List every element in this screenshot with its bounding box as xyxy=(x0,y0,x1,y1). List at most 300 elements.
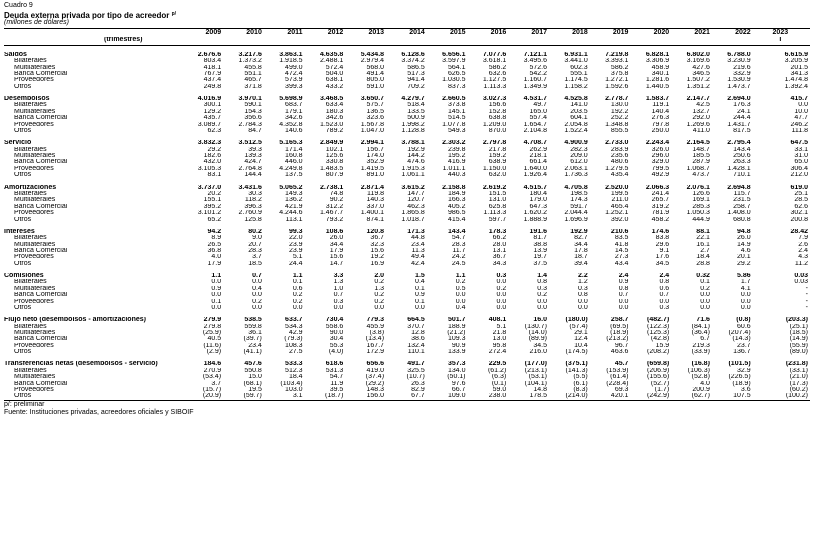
value-cell: 435.7 xyxy=(203,115,222,122)
value-cell: 396.3 xyxy=(244,203,262,210)
value-cell: 94.2 xyxy=(207,228,222,235)
value-cell: 421.9 xyxy=(285,203,303,210)
value-cell: 102.1 xyxy=(325,146,344,153)
value-cell: 1.530.9 xyxy=(727,77,751,84)
value-cell: 2.676.6 xyxy=(197,51,222,58)
value-cell: 817.5 xyxy=(733,128,751,135)
value-cell: 1.113.3 xyxy=(483,83,507,90)
value-cell: 231.5 xyxy=(733,197,751,204)
row-label: Otros xyxy=(14,216,32,223)
value-cell: 15.9 xyxy=(655,342,670,349)
value-cell: 136.2 xyxy=(285,197,303,204)
value-cell: 2.994.1 xyxy=(360,140,385,147)
value-cell: 2.694.0 xyxy=(727,96,751,103)
value-cell: 24.5 xyxy=(451,260,466,267)
value-cell: (141.3) xyxy=(565,367,588,374)
value-cell: 145.1 xyxy=(447,108,466,115)
value-cell: 192.9 xyxy=(407,146,425,153)
row-label: Banca Comercial xyxy=(14,336,68,343)
quarter-header: I xyxy=(753,37,810,46)
value-cell: 2.4 xyxy=(798,247,808,254)
value-cell: 23.7 xyxy=(737,342,751,349)
value-cell: 473.7 xyxy=(692,172,710,179)
value-cell: 11.3 xyxy=(411,247,425,254)
value-cell: (33.1) xyxy=(789,367,808,374)
value-cell: 0.03 xyxy=(794,272,808,279)
value-cell: (207.4) xyxy=(728,330,751,337)
value-cell: 119.8 xyxy=(367,190,385,197)
value-cell: 3.089.7 xyxy=(197,121,222,128)
value-cell: 1.523.0 xyxy=(319,121,344,128)
value-cell: 134.0 xyxy=(447,367,466,374)
value-cell: 1.061.1 xyxy=(401,172,425,179)
value-cell: 465.4 xyxy=(610,203,629,210)
value-cell: 680.8 xyxy=(733,216,751,223)
value-cell: 95.8 xyxy=(492,342,507,349)
value-cell: 14.7 xyxy=(329,260,344,267)
value-cell: (33.9) xyxy=(691,349,710,356)
value-cell: 83.8 xyxy=(655,235,670,242)
value-cell: 36.7 xyxy=(492,254,507,261)
value-cell: 27.3 xyxy=(614,254,629,261)
value-cell: 115.7 xyxy=(733,190,751,197)
value-cell: 855.5 xyxy=(610,128,629,135)
value-cell: 0.2 xyxy=(537,292,547,299)
value-cell: 1.392.4 xyxy=(784,83,808,90)
value-cell: 69.3 xyxy=(614,387,629,394)
value-cell: 5.1 xyxy=(496,323,507,330)
value-cell: 292.0 xyxy=(692,115,710,122)
row-label: Bilaterales xyxy=(14,146,47,153)
value-cell: 210.6 xyxy=(610,228,629,235)
value-cell: 352.9 xyxy=(366,159,385,166)
value-cell: 84.7 xyxy=(248,128,262,135)
value-cell: 455.9 xyxy=(366,323,385,330)
value-cell: 178.3 xyxy=(488,228,507,235)
row-label: Multilaterales xyxy=(14,285,56,292)
value-cell: 874.1 xyxy=(366,216,385,223)
value-cell: 0.0 xyxy=(292,305,303,311)
subheader-row xyxy=(4,37,810,46)
value-cell: 1.4 xyxy=(537,272,547,279)
value-cell: 159.2 xyxy=(488,153,507,160)
value-cell: (52.7) xyxy=(650,380,670,387)
value-cell: 3.230.9 xyxy=(727,58,751,65)
value-cell: 1.068.7 xyxy=(686,165,710,172)
value-cell: (18.7) xyxy=(305,393,346,400)
value-cell: 148.7 xyxy=(692,146,710,153)
value-cell: 0.0 xyxy=(415,305,425,311)
value-cell: 41.8 xyxy=(614,241,629,248)
value-cell: 62.6 xyxy=(794,203,808,210)
value-cell: 160.8 xyxy=(285,153,303,160)
value-cell: 799.5 xyxy=(651,165,670,172)
value-cell: 357.3 xyxy=(447,361,466,368)
value-cell: 5.065.2 xyxy=(279,184,303,191)
value-cell: 416.9 xyxy=(447,159,466,166)
value-cell: 1.050.3 xyxy=(686,210,710,217)
value-cell: 66.2 xyxy=(492,235,507,242)
value-cell: 437.4 xyxy=(203,77,222,84)
value-cell: 179.0 xyxy=(529,197,547,204)
value-cell: 555.1 xyxy=(570,71,588,78)
row-label: Proveedores xyxy=(14,210,54,217)
value-cell: 2.660.5 xyxy=(442,96,466,103)
value-cell: 28.3 xyxy=(451,241,466,248)
value-cell: (13.4) xyxy=(365,336,385,343)
value-cell: 941.4 xyxy=(407,77,425,84)
value-cell: 1.209.0 xyxy=(482,121,507,128)
value-cell: 480.6 xyxy=(610,159,629,166)
value-cell: 0.9 xyxy=(415,292,425,299)
value-cell: 1.018.7 xyxy=(401,216,425,223)
value-cell: 29.2 xyxy=(737,260,751,267)
value-cell: 36.8 xyxy=(207,247,222,254)
row-label: Multilaterales xyxy=(14,153,56,160)
value-cell: 3.615.2 xyxy=(401,184,425,191)
value-cell: 375.8 xyxy=(610,71,629,78)
value-cell: 586.2 xyxy=(610,64,629,71)
value-cell: 0.0 xyxy=(700,305,710,311)
value-cell: 188.9 xyxy=(447,323,466,330)
value-cell: 9.1 xyxy=(659,247,670,254)
value-cell: 1.1 xyxy=(292,272,303,279)
value-cell: 1.077.8 xyxy=(442,121,466,128)
value-cell: 28.0 xyxy=(492,241,507,248)
value-cell: 7.077.6 xyxy=(482,51,507,58)
value-cell: 597.7 xyxy=(488,216,507,223)
value-cell: (57.4) xyxy=(569,323,588,330)
value-cell: 661.4 xyxy=(529,159,547,166)
value-cell: 420.1 xyxy=(590,393,631,400)
value-cell: 7.9 xyxy=(798,235,808,242)
subheader-blank-cell xyxy=(264,37,305,46)
value-cell: 15.6 xyxy=(329,254,344,261)
value-cell: 408.1 xyxy=(488,317,507,324)
value-cell: (206.9) xyxy=(647,367,670,374)
value-cell: 0.0 xyxy=(333,305,344,311)
value-cell: 499.0 xyxy=(285,64,303,71)
value-cell: 131.0 xyxy=(488,197,507,204)
value-cell: 26.3 xyxy=(411,380,425,387)
value-cell: 4.708.7 xyxy=(523,140,547,147)
value-cell: 11.9 xyxy=(330,380,344,387)
value-cell: 1.408.0 xyxy=(727,210,751,217)
value-cell: 517.3 xyxy=(407,71,425,78)
value-cell: 586.5 xyxy=(407,64,425,71)
year-header: 2022 xyxy=(712,29,753,38)
row-label: Transferencias netas (desembolsos - servicio) xyxy=(4,361,158,368)
value-cell: (79.3) xyxy=(284,336,303,343)
value-cell: 0.0 xyxy=(700,292,710,299)
value-cell: 0.0 xyxy=(577,305,588,311)
value-cell: 17.8 xyxy=(574,247,588,254)
value-cell: 356.6 xyxy=(244,115,262,122)
value-cell: 465.7 xyxy=(244,77,262,84)
value-cell: 39.5 xyxy=(329,387,344,394)
value-cell: (4.0) xyxy=(328,349,344,356)
value-cell: 7.121.1 xyxy=(523,51,547,58)
value-cell: (0.1) xyxy=(491,380,507,387)
value-cell: 20.7 xyxy=(248,241,262,248)
value-cell: 0.4 xyxy=(252,285,262,292)
value-cell: 326.0 xyxy=(651,146,670,153)
value-cell: (16.8) xyxy=(691,361,710,368)
value-cell: 217.8 xyxy=(488,146,507,153)
value-cell: 16.0 xyxy=(533,317,547,324)
value-cell: 199.5 xyxy=(610,190,629,197)
value-cell: 241.4 xyxy=(651,190,670,197)
value-cell: (3.8) xyxy=(369,330,385,337)
value-cell: 432.0 xyxy=(203,159,222,166)
value-cell: 458.9 xyxy=(651,64,670,71)
value-cell: 65.2 xyxy=(207,216,222,223)
value-cell: 178.5 xyxy=(508,393,549,400)
value-cell: 90.9 xyxy=(451,342,466,349)
value-cell: 21.8 xyxy=(492,330,507,337)
value-cell: 512.3 xyxy=(285,367,303,374)
value-cell: 0.7 xyxy=(659,292,670,299)
value-cell: 424.7 xyxy=(244,159,262,166)
value-cell: 0.0 xyxy=(211,279,222,286)
row-label: Otros xyxy=(14,83,32,90)
value-cell: (228.4) xyxy=(606,380,629,387)
value-cell: 0.2 xyxy=(374,298,385,305)
value-cell: 0.3 xyxy=(659,305,670,311)
value-cell: 500.9 xyxy=(407,115,425,122)
value-cell: 184.6 xyxy=(203,361,222,368)
value-cell: 0.0 xyxy=(740,292,751,299)
value-cell: 19.2 xyxy=(370,254,385,261)
value-cell: 1.400.1 xyxy=(360,210,385,217)
value-cell: 559.8 xyxy=(244,323,262,330)
value-cell: 573.9 xyxy=(285,77,303,84)
value-cell: 126.6 xyxy=(692,190,710,197)
row-label: Banca Comercial xyxy=(14,380,68,387)
row-label: Banca Comercial xyxy=(14,71,68,78)
row-label: Servicio xyxy=(4,140,32,147)
value-cell: 2.4 xyxy=(618,272,629,279)
value-cell: 229.5 xyxy=(488,361,507,368)
value-cell: 6.788.0 xyxy=(727,51,751,58)
value-cell: 444.9 xyxy=(692,216,710,223)
value-cell: 28.8 xyxy=(696,260,710,267)
value-cell: (0.8) xyxy=(736,317,751,324)
value-cell: 113.1 xyxy=(285,216,303,223)
value-cell: 143.4 xyxy=(447,228,466,235)
value-cell: 474.6 xyxy=(407,159,425,166)
value-cell: 458.2 xyxy=(651,216,670,223)
value-cell: 2.076.1 xyxy=(686,184,710,191)
value-cell: 1.915.3 xyxy=(401,165,425,172)
row-label: Multilaterales xyxy=(14,241,56,248)
value-cell: 23.4 xyxy=(248,342,262,349)
value-cell: 3.105.3 xyxy=(197,165,222,172)
value-cell: - xyxy=(805,292,808,299)
value-cell: 2.147.7 xyxy=(686,96,710,103)
value-cell: 683.7 xyxy=(285,102,303,109)
value-cell: 491.4 xyxy=(366,71,385,78)
year-header: 2023 xyxy=(753,29,810,38)
value-cell: (53.1) xyxy=(528,374,547,381)
year-header: 2017 xyxy=(508,29,549,38)
value-cell: (55.9) xyxy=(789,342,808,349)
value-cell: (106.3) xyxy=(687,367,710,374)
value-cell: (214.0) xyxy=(549,393,590,400)
value-cell: 1.349.9 xyxy=(523,83,547,90)
value-cell: 18.4 xyxy=(696,254,710,261)
value-cell: 558.6 xyxy=(325,323,344,330)
value-cell: 147.7 xyxy=(407,190,425,197)
value-cell: 633.7 xyxy=(285,317,303,324)
value-cell: 0.0 xyxy=(496,298,507,305)
row-label: Multilaterales xyxy=(14,197,56,204)
value-cell: 0.6 xyxy=(659,285,670,292)
value-cell: 0.0 xyxy=(740,298,751,305)
value-cell: 11.2 xyxy=(794,260,808,267)
value-cell: 59.0 xyxy=(492,387,507,394)
source-note: Fuente: Instituciones privadas, acreedores oficiales y SIBOIF xyxy=(4,408,194,416)
row-label: Multilaterales xyxy=(14,330,56,337)
value-cell: 4.900.9 xyxy=(564,140,588,147)
value-cell: 4.0 xyxy=(211,254,222,261)
value-cell: 42.5 xyxy=(696,102,710,109)
value-cell: (659.8) xyxy=(647,361,670,368)
value-cell: 0.0 xyxy=(455,292,466,299)
year-header-row xyxy=(4,29,810,38)
value-cell: 3.441.0 xyxy=(564,58,588,65)
value-cell: (17.3) xyxy=(789,380,808,387)
value-cell: 282.3 xyxy=(570,146,588,153)
value-cell: 201.5 xyxy=(790,64,808,71)
value-cell: (62.7) xyxy=(671,393,712,400)
value-cell: 29.1 xyxy=(574,330,588,337)
value-cell: 1.926.4 xyxy=(523,172,547,179)
value-cell: 3.374.2 xyxy=(401,58,425,65)
value-cell: 192.9 xyxy=(570,228,588,235)
value-cell: (61.4) xyxy=(610,374,629,381)
value-cell: (61.2) xyxy=(487,367,507,374)
value-cell: 2.784.3 xyxy=(238,121,262,128)
value-cell: (36.4) xyxy=(691,330,710,337)
value-cell: 212.0 xyxy=(790,172,808,179)
value-cell: 0.03 xyxy=(794,279,808,286)
value-cell: 337.0 xyxy=(366,203,385,210)
value-cell: 2.303.2 xyxy=(442,140,466,147)
value-cell: (11.6) xyxy=(203,342,222,349)
subheader-blank-cell xyxy=(549,37,590,46)
row-label: Banca Comercial xyxy=(14,247,68,254)
value-cell: 518.4 xyxy=(407,102,425,109)
value-cell: 20.2 xyxy=(207,190,222,197)
value-cell: 20.1 xyxy=(737,254,751,261)
subheader-blank-cell xyxy=(345,37,386,46)
value-cell: 38.8 xyxy=(533,241,547,248)
value-cell: 0.2 xyxy=(700,285,710,292)
value-cell: 49.7 xyxy=(533,102,547,109)
value-cell: 65.0 xyxy=(794,159,808,166)
value-cell: 0.0 xyxy=(374,305,385,311)
value-cell: 14.8 xyxy=(533,387,547,394)
value-cell: 12.8 xyxy=(411,330,425,337)
value-cell: (39.7) xyxy=(243,336,262,343)
value-cell: 0.0 xyxy=(496,305,507,311)
value-cell: 83.1 xyxy=(207,172,222,179)
year-header: 2021 xyxy=(671,29,712,38)
value-cell: 110.1 xyxy=(407,349,425,356)
year-header: 2019 xyxy=(590,29,631,38)
value-cell: 209.0 xyxy=(570,153,588,160)
value-cell: 1.128.8 xyxy=(401,128,425,135)
value-cell: 2.164.5 xyxy=(686,140,710,147)
value-cell: 90.2 xyxy=(329,197,344,204)
value-cell: - xyxy=(805,285,808,292)
value-cell: 218.1 xyxy=(529,153,547,160)
value-cell: 0.0 xyxy=(577,298,588,305)
value-cell: 0.7 xyxy=(333,292,344,299)
value-cell: 710.1 xyxy=(733,172,751,179)
value-cell: 492.9 xyxy=(651,172,670,179)
year-header: 2013 xyxy=(345,29,386,38)
value-cell: 82.7 xyxy=(574,235,588,242)
value-cell: 564.1 xyxy=(447,64,466,71)
value-cell: 18.7 xyxy=(574,254,588,261)
value-cell: 42.9 xyxy=(288,330,303,337)
year-header: 2009 xyxy=(182,29,223,38)
row-label: Intereses xyxy=(4,228,35,235)
value-cell: 446.0 xyxy=(285,159,303,166)
value-cell: 119.1 xyxy=(652,102,670,109)
value-cell: 42.4 xyxy=(411,260,425,267)
title-text: Deuda externa privada por tipo de acreedor xyxy=(4,11,170,20)
value-cell: 514.5 xyxy=(447,115,466,122)
value-cell: 28.42 xyxy=(790,228,808,235)
value-cell: 0.1 xyxy=(292,279,303,286)
value-cell: (69.5) xyxy=(610,323,629,330)
value-cell: 440.3 xyxy=(447,172,466,179)
value-cell: 0.4 xyxy=(455,305,466,311)
value-cell: 3.495.6 xyxy=(523,58,547,65)
value-cell: 279.8 xyxy=(203,323,222,330)
value-cell: 6.828.1 xyxy=(645,51,670,58)
value-cell: (5.5) xyxy=(573,374,588,381)
value-cell: 36.1 xyxy=(248,330,262,337)
value-cell: (6.3) xyxy=(491,374,507,381)
value-cell: (104.1) xyxy=(524,380,547,387)
value-cell: 1.428.1 xyxy=(727,165,751,172)
value-cell: 265.7 xyxy=(651,197,670,204)
value-cell: 24.1 xyxy=(737,108,751,115)
row-label: Proveedores xyxy=(14,165,54,172)
value-cell: 1.351.2 xyxy=(686,83,710,90)
value-cell: 3.618.1 xyxy=(482,58,507,65)
value-cell: 549.3 xyxy=(447,128,466,135)
value-cell: 211.0 xyxy=(611,197,629,204)
value-cell: 647.5 xyxy=(790,140,808,147)
value-cell: 14.9 xyxy=(737,241,751,248)
value-cell: 590.1 xyxy=(244,102,262,109)
value-cell: 8.9 xyxy=(211,235,222,242)
row-label: Banca Comercial xyxy=(14,115,68,122)
value-cell: 638.1 xyxy=(325,77,344,84)
value-cell: 39.3 xyxy=(248,146,262,153)
row-label: Otros xyxy=(14,260,32,267)
value-cell: 4.0 xyxy=(700,380,710,387)
value-cell: 342.6 xyxy=(285,115,303,122)
value-cell: 148.3 xyxy=(366,387,385,394)
value-cell: 184.9 xyxy=(447,190,466,197)
value-cell: 0.0 xyxy=(455,298,466,305)
